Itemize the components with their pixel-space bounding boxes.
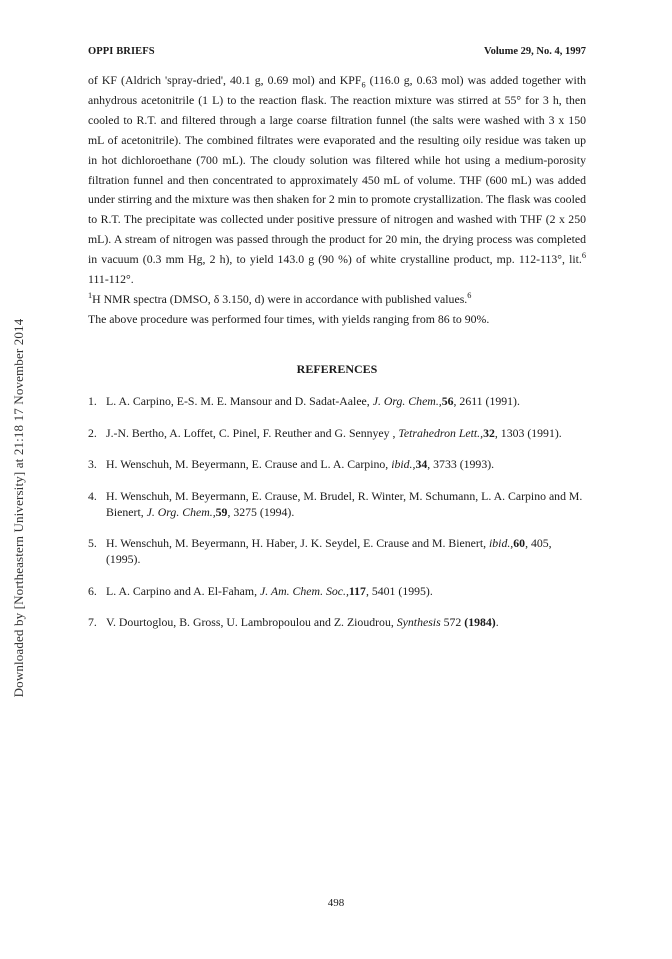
reference-authors: L. A. Carpino and A. El-Faham, bbox=[106, 583, 260, 598]
procedure-paragraph bbox=[88, 71, 586, 290]
reference-item bbox=[88, 393, 586, 409]
yield-paragraph: The above procedure was performed four times, with yields ranging from 86 to 90%. bbox=[88, 311, 490, 326]
reference-item bbox=[88, 583, 586, 599]
reference-volume: 32 bbox=[483, 425, 495, 440]
reference-tail: . bbox=[495, 615, 499, 629]
reference-number: 6. bbox=[88, 583, 97, 598]
reference-pages-year: 572 bbox=[440, 615, 465, 629]
reference-item bbox=[88, 456, 586, 472]
reference-authors: H. Wenschuh, M. Beyermann, E. Crause, M. Brudel, R. Winter, M. Schumann, L. A. Carpino and M. Bienert, bbox=[106, 488, 583, 519]
reference-number: 5. bbox=[88, 536, 97, 550]
text-run: (116.0 g, 0.63 mol) was added together with anhydrous acetonitrile (1 L) to the reaction flask. The reaction mixture was stirred at 55° for 3 h, then cooled to R.T. and filtered through a large coarse filtration funnel (the salts were washed with 3 x 150 mL of acetonitrile). The combined filtrates were evaporated and the resulting oily residue was taken up in hot dichloroethane (700 mL). The cloudy solution was filtered while hot using a medium-porosity filtration funnel and then concentrated to approximately 450 mL of volume. THF (600 mL) was added under stirring and the mixture was then shaken for 2 min to promote crystallization. The flask was cooled to R.T. The precipitate was collected under positive pressure of nitrogen and washed with THF (2 x 250 mL). A stream of nitrogen was passed through the product for 20 min, the drying process was completed in vacuum (0.3 mm Hg, 2 h), to yield 143.0 g (90 %) of white crystalline product, mp. 112-113°, lit. bbox=[88, 73, 586, 267]
reference-list bbox=[88, 393, 586, 646]
running-header-right: Volume 29, No. 4, 1997 bbox=[484, 46, 586, 57]
reference-volume: 60 bbox=[513, 536, 526, 550]
reference-volume: 56 bbox=[441, 394, 454, 408]
reference-authors: H. Wenschuh, M. Beyermann, H. Haber, J. K. Seydel, E. Crause and M. Bienert, bbox=[106, 536, 489, 550]
reference-pages-year: , 3275 (1994). bbox=[227, 504, 295, 519]
page-number: 498 bbox=[327, 897, 345, 909]
reference-pages-year: , 405, (1995). bbox=[106, 536, 552, 566]
reference-authors: J.-N. Bertho, A. Loffet, C. Pinel, F. Reuther and G. Sennyey , bbox=[106, 425, 399, 440]
body-text bbox=[88, 71, 586, 330]
isotope-superscript: 1 bbox=[88, 291, 93, 301]
text-run: 111-112°. bbox=[88, 272, 134, 287]
watermark-text: Downloaded by [Northeastern University] at 21:18 17 November 2014 bbox=[11, 318, 26, 698]
subscript: 6 bbox=[361, 80, 366, 90]
reference-item bbox=[88, 488, 586, 520]
reference-number: 2. bbox=[88, 425, 97, 440]
reference-volume: 117 bbox=[348, 583, 366, 598]
reference-journal: Synthesis bbox=[396, 615, 441, 629]
running-header-left: OPPI BRIEFS bbox=[88, 46, 155, 57]
nmr-paragraph bbox=[88, 290, 586, 310]
reference-journal: ibid., bbox=[489, 536, 514, 550]
citation-superscript: 6 bbox=[581, 251, 586, 261]
reference-journal: J. Org. Chem., bbox=[146, 504, 216, 519]
reference-item bbox=[88, 614, 586, 630]
reference-pages-year: , 1303 (1991). bbox=[494, 425, 562, 440]
reference-number: 3. bbox=[88, 457, 97, 471]
citation-superscript: 6 bbox=[467, 291, 472, 301]
reference-item bbox=[88, 425, 586, 441]
reference-year: (1984) bbox=[464, 615, 496, 629]
reference-journal: Tetrahedron Lett., bbox=[398, 425, 484, 440]
reference-authors: L. A. Carpino, E-S. M. E. Mansour and D. Sadat-Aalee, bbox=[106, 394, 373, 408]
reference-volume: 59 bbox=[215, 504, 228, 519]
reference-journal: J. Org. Chem., bbox=[372, 394, 442, 408]
reference-volume: 34 bbox=[415, 457, 428, 471]
text-run: of KF (Aldrich 'spray-dried', 40.1 g, 0.69 mol) and KPF bbox=[88, 73, 362, 87]
reference-pages-year: , 3733 (1993). bbox=[427, 457, 495, 471]
reference-number: 1. bbox=[88, 394, 97, 408]
text-run: H NMR spectra (DMSO, δ 3.150, d) were in accordance with published values. bbox=[92, 291, 468, 306]
reference-authors: H. Wenschuh, M. Beyermann, E. Crause and L. A. Carpino, bbox=[106, 457, 392, 471]
reference-number: 4. bbox=[88, 488, 97, 503]
references-heading: REFERENCES bbox=[296, 362, 378, 376]
download-watermark bbox=[8, 288, 30, 728]
reference-pages-year: , 5401 (1995). bbox=[365, 583, 433, 598]
reference-pages-year: , 2611 (1991). bbox=[453, 394, 520, 408]
reference-number: 7. bbox=[88, 615, 97, 629]
reference-journal: ibid., bbox=[391, 457, 416, 471]
reference-journal: J. Am. Chem. Soc., bbox=[260, 583, 349, 598]
reference-item bbox=[88, 535, 586, 567]
reference-authors: V. Dourtoglou, B. Gross, U. Lambropoulou and Z. Zioudrou, bbox=[106, 615, 397, 629]
